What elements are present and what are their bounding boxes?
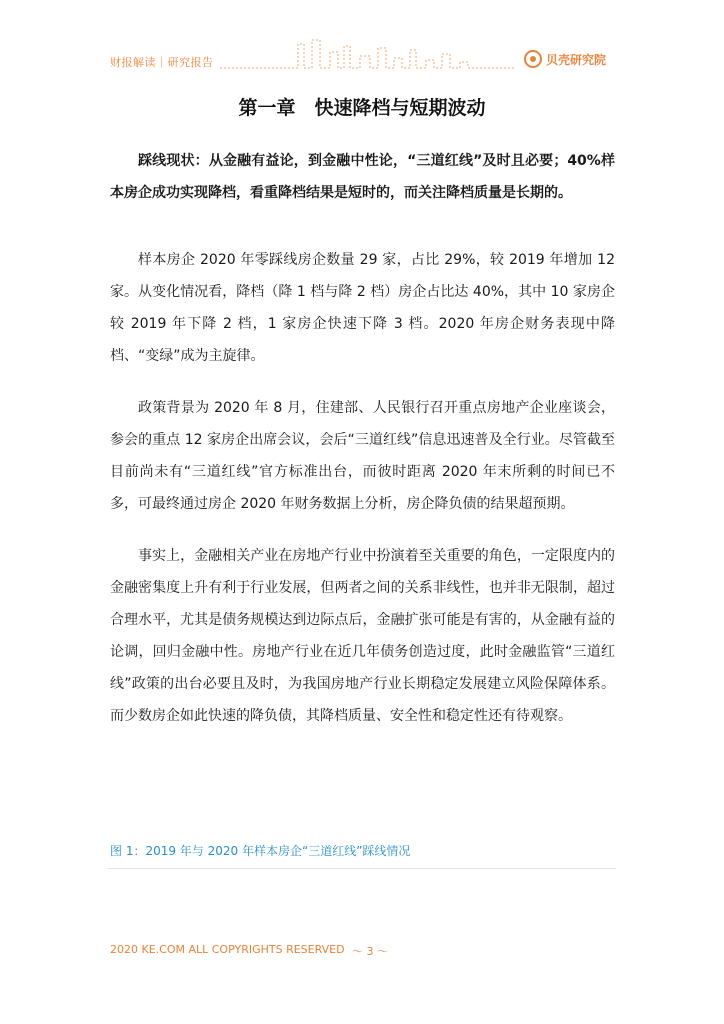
page-header <box>0 0 724 90</box>
body-paragraph-1: 样本房企 2020 年零踩线房企数量 29 家，占比 29%，较 2019 年增加 12 家。从变化情况看，降档（降 1 档与降 2 档）房企占比达 40%，其中 10 家房企较 2019 年下降 2 档，1 家房企快速下降 3 档。2020 年房企财务表现中降档、“变绿”成为主旋律。 <box>110 252 615 364</box>
brand <box>524 50 606 68</box>
brand-name: 贝壳研究院 <box>546 52 607 67</box>
figure-caption: 图 1：2019 年与 2020 年样本房企“三道红线”踩线情况 <box>110 844 411 858</box>
header-report-label: 财报解读｜研究报告 <box>110 56 214 69</box>
summary-paragraph: 踩线现状：从金融有益论，到金融中性论，“三道红线”及时且必要；40%样本房企成功实现降档，看重降档结果是短时的，而关注降档质量是长期的。 <box>110 153 615 201</box>
footer-copyright: 2020 KE.COM ALL COPYRIGHTS RESERVED <box>110 943 345 956</box>
brand-logo-icon <box>524 50 542 68</box>
main-content <box>110 145 615 732</box>
body-paragraph-3: 事实上，金融相关产业在房地产行业中扮演着至关重要的角色，一定限度内的金融密集度上升有利于行业发展，但两者之间的关系非线性，也并非无限制，超过合理水平，尤其是债务规模达到边际点后，金融扩张可能是有害的，从金融有益的论调，回归金融中性。房地产行业在近几年债务创造过度，此时金融监管“三道红线”政策的出台必要且及时，为我国房地产行业长期稳定发展建立风险保障体系。而少数房企如此快速的降负债，其降档质量、安全性和稳定性还有待观察。 <box>110 548 615 724</box>
body-paragraph-2: 政策背景为 2020 年 8 月，住建部、人民银行召开重点房地产企业座谈会，参会的重点 12 家房企出席会议，会后“三道红线”信息迅速普及全行业。尽管截至目前尚未有“三道红线”官方标准出台，而彼时距离 2020 年末所剩的时间已不多，可最终通过房企 2020 年财务数据上分析，房企降负债的结果超预期。 <box>110 400 615 512</box>
figure-divider <box>108 868 616 869</box>
skyline-decoration <box>220 38 520 78</box>
page-number: ～ 3 ～ <box>352 945 388 958</box>
chapter-title: 第一章 快速降档与短期波动 <box>238 97 486 119</box>
